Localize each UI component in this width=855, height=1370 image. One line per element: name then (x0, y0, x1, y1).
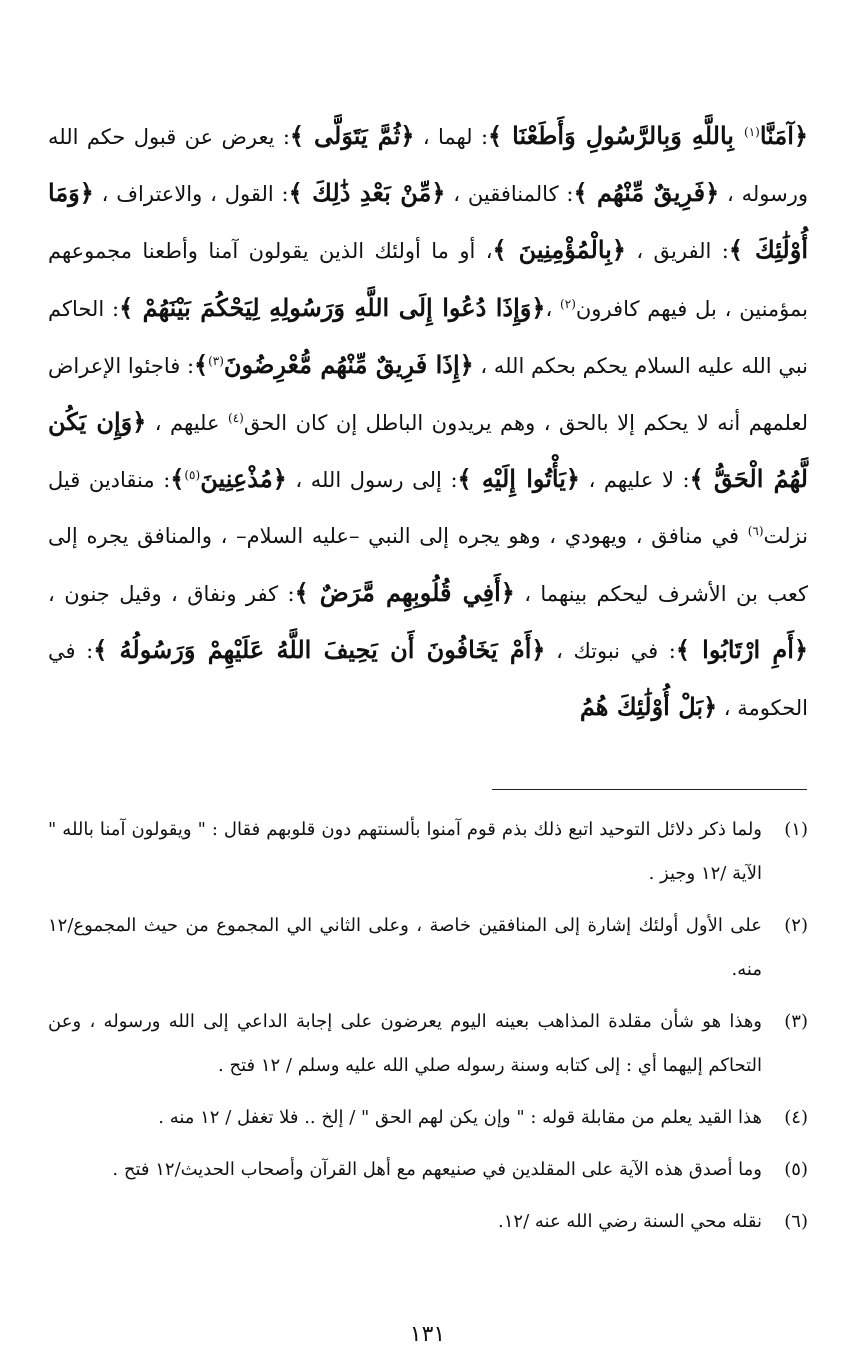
footnotes (48, 808, 808, 1252)
commentary-text: : يعرض عن قبول حكم الله ورسوله ، (48, 125, 808, 207)
quran-quote: ﴿مُذْعِنِينَ (200, 464, 287, 494)
commentary-text: في منافق ، ويهودي ، وهو يجره إلى النبي –عليه السلام– ، والمنافق يجره إلى كعب بن الأشرف ليحكم بينهما ، (48, 524, 808, 606)
quran-quote: ﴿يَأْتُوا إِلَيْهِ ﴾ (457, 464, 580, 494)
footnote-3-text: وهذا هو شأن مقلدة المذاهب بعينه اليوم يعرضون على إجابة الداعي إلى الله ورسوله ، وعن التحاكم إليهما أي : إلى كتابه وسنة رسوله صلي الله عليه وسلم / ١٢ فتح . (48, 1011, 762, 1076)
footnote-6-text: نقله محي السنة رضي الله عنه /١٢. (498, 1211, 762, 1232)
footnote-reference: (٣) (208, 353, 224, 368)
footnote-3 (48, 1000, 808, 1088)
quran-quote: ﴿وَإِن يَكُن لَّهُمُ الْحَقُّ ﴾ (48, 407, 808, 494)
quran-quote: ﴿مِّنْ بَعْدِ ذَٰلِكَ ﴾ (288, 178, 446, 208)
footnote-5 (48, 1148, 808, 1192)
quran-quote: بِاللَّهِ وَبِالرَّسُولِ وَأَطَعْنَا ﴾ (488, 121, 745, 150)
footnote-5-text: وما أصدق هذه الآية على المقلدين في صنيعهم مع أهل القرآن وأصحاب الحديث/١٢ فتح . (112, 1159, 762, 1180)
quran-quote: ﴿فَرِيقٌ مِّنْهُم ﴾ (573, 178, 720, 208)
quran-quote: ﴿أَمْ يَخَافُونَ أَن يَحِيفَ اللَّهُ عَلَيْهِمْ وَرَسُولُهُ ﴾ (93, 634, 546, 664)
footnote-2-text: على الأول أولئك إشارة إلى المنافقين خاصة ، وعلى الثاني الي المجموع من حيث المجموع/١٢ منه. (48, 915, 762, 980)
quran-quote: ﴿بِالْمُؤْمِنِينَ ﴾ (492, 235, 626, 265)
commentary-text: : في الحكومة ، (48, 638, 808, 721)
commentary-text: ، (545, 296, 561, 321)
commentary-text: : منقادين قيل نزلت (48, 468, 808, 549)
footnote-reference: (١) (744, 125, 760, 139)
footnote-6-number: (٦) (784, 1211, 808, 1232)
footnote-4 (48, 1096, 808, 1140)
quran-quote: ﴿وَإِذَا دُعُوا إِلَى اللَّهِ وَرَسُولِهِ لِيَحْكُمَ بَيْنَهُمْ ﴾ (119, 292, 546, 322)
commentary-text: : الفريق ، (625, 239, 729, 264)
footnote-4-number: (٤) (784, 1107, 808, 1128)
commentary-text: : فاجئوا الإعراض لعلمهم أنه لا يحكم إلا بالحق ، وهم يريدون الباطل إن كان الحق (48, 353, 808, 436)
commentary-text: : لهما ، (414, 125, 489, 149)
footnote-1-text: ولما ذكر دلائل التوحيد اتبع ذلك بذم قوم آمنوا بألسنتهم دون قلوبهم فقال : " ويقولون آمنا بالله " الآية /١٢ وجيز . (48, 819, 762, 884)
quran-quote: ﴾ (170, 464, 185, 494)
footnote-2 (48, 904, 808, 992)
footnote-reference: (٥) (184, 468, 201, 483)
commentary-text: : في نبوتك ، (545, 638, 676, 663)
footnote-separator (492, 789, 807, 790)
page-body (48, 108, 808, 736)
commentary-text: : الحاكم نبي الله عليه السلام يحكم بحكم الله ، (48, 296, 808, 378)
commentary-text: : كالمنافقين ، (445, 182, 574, 207)
footnote-reference: (٢) (560, 296, 576, 311)
main-text (48, 108, 808, 736)
commentary-text: ، أو ما أولئك الذين يقولون آمنا وأطعنا مجموعهم بمؤمنين ، بل فيهم كافرون (48, 239, 809, 321)
footnote-5-number: (٥) (784, 1159, 808, 1180)
quran-quote: ﴾ (194, 349, 209, 379)
quran-quote: ﴿أَمِ ارْتَابُوا ﴾ (675, 634, 809, 664)
quran-quote: ﴿ثُمَّ يَتَوَلَّى ﴾ (289, 121, 415, 150)
commentary-text: : كفر ونفاق ، وقيل جنون ، (48, 581, 295, 606)
commentary-text: : إلى رسول الله ، (286, 468, 458, 493)
footnote-2-number: (٢) (784, 915, 808, 936)
footnote-1-number: (١) (784, 819, 808, 840)
quran-quote: ﴿وَمَا أُوْلَٰئِكَ ﴾ (48, 178, 809, 265)
footnote-1 (48, 808, 808, 896)
quran-quote: ﴿آمَنَّا (759, 121, 808, 150)
quran-quote: ﴿إِذَا فَرِيقٌ مِّنْهُم مُّعْرِضُونَ (223, 349, 474, 379)
commentary-text: عليهم ، (146, 411, 228, 436)
footnote-4-text: هذا القيد يعلم من مقابلة قوله : " وإن يكن لهم الحق " / إلخ .. فلا تغفل / ١٢ منه . (158, 1107, 762, 1128)
page-number: ١٣١ (409, 1322, 446, 1347)
footnote-reference: (٤) (228, 411, 244, 426)
commentary-text: : لا عليهم ، (580, 468, 690, 493)
footnote-6 (48, 1200, 808, 1244)
footnote-reference: (٦) (747, 524, 764, 539)
quran-quote: ﴿بَلْ أُوْلَٰئِكَ هُمُ (579, 692, 718, 722)
commentary-text: : القول ، والاعتراف ، (93, 182, 289, 207)
footnote-3-number: (٣) (784, 1011, 808, 1032)
quran-quote: ﴿أَفِي قُلُوبِهِم مَّرَضٌ ﴾ (294, 577, 515, 607)
